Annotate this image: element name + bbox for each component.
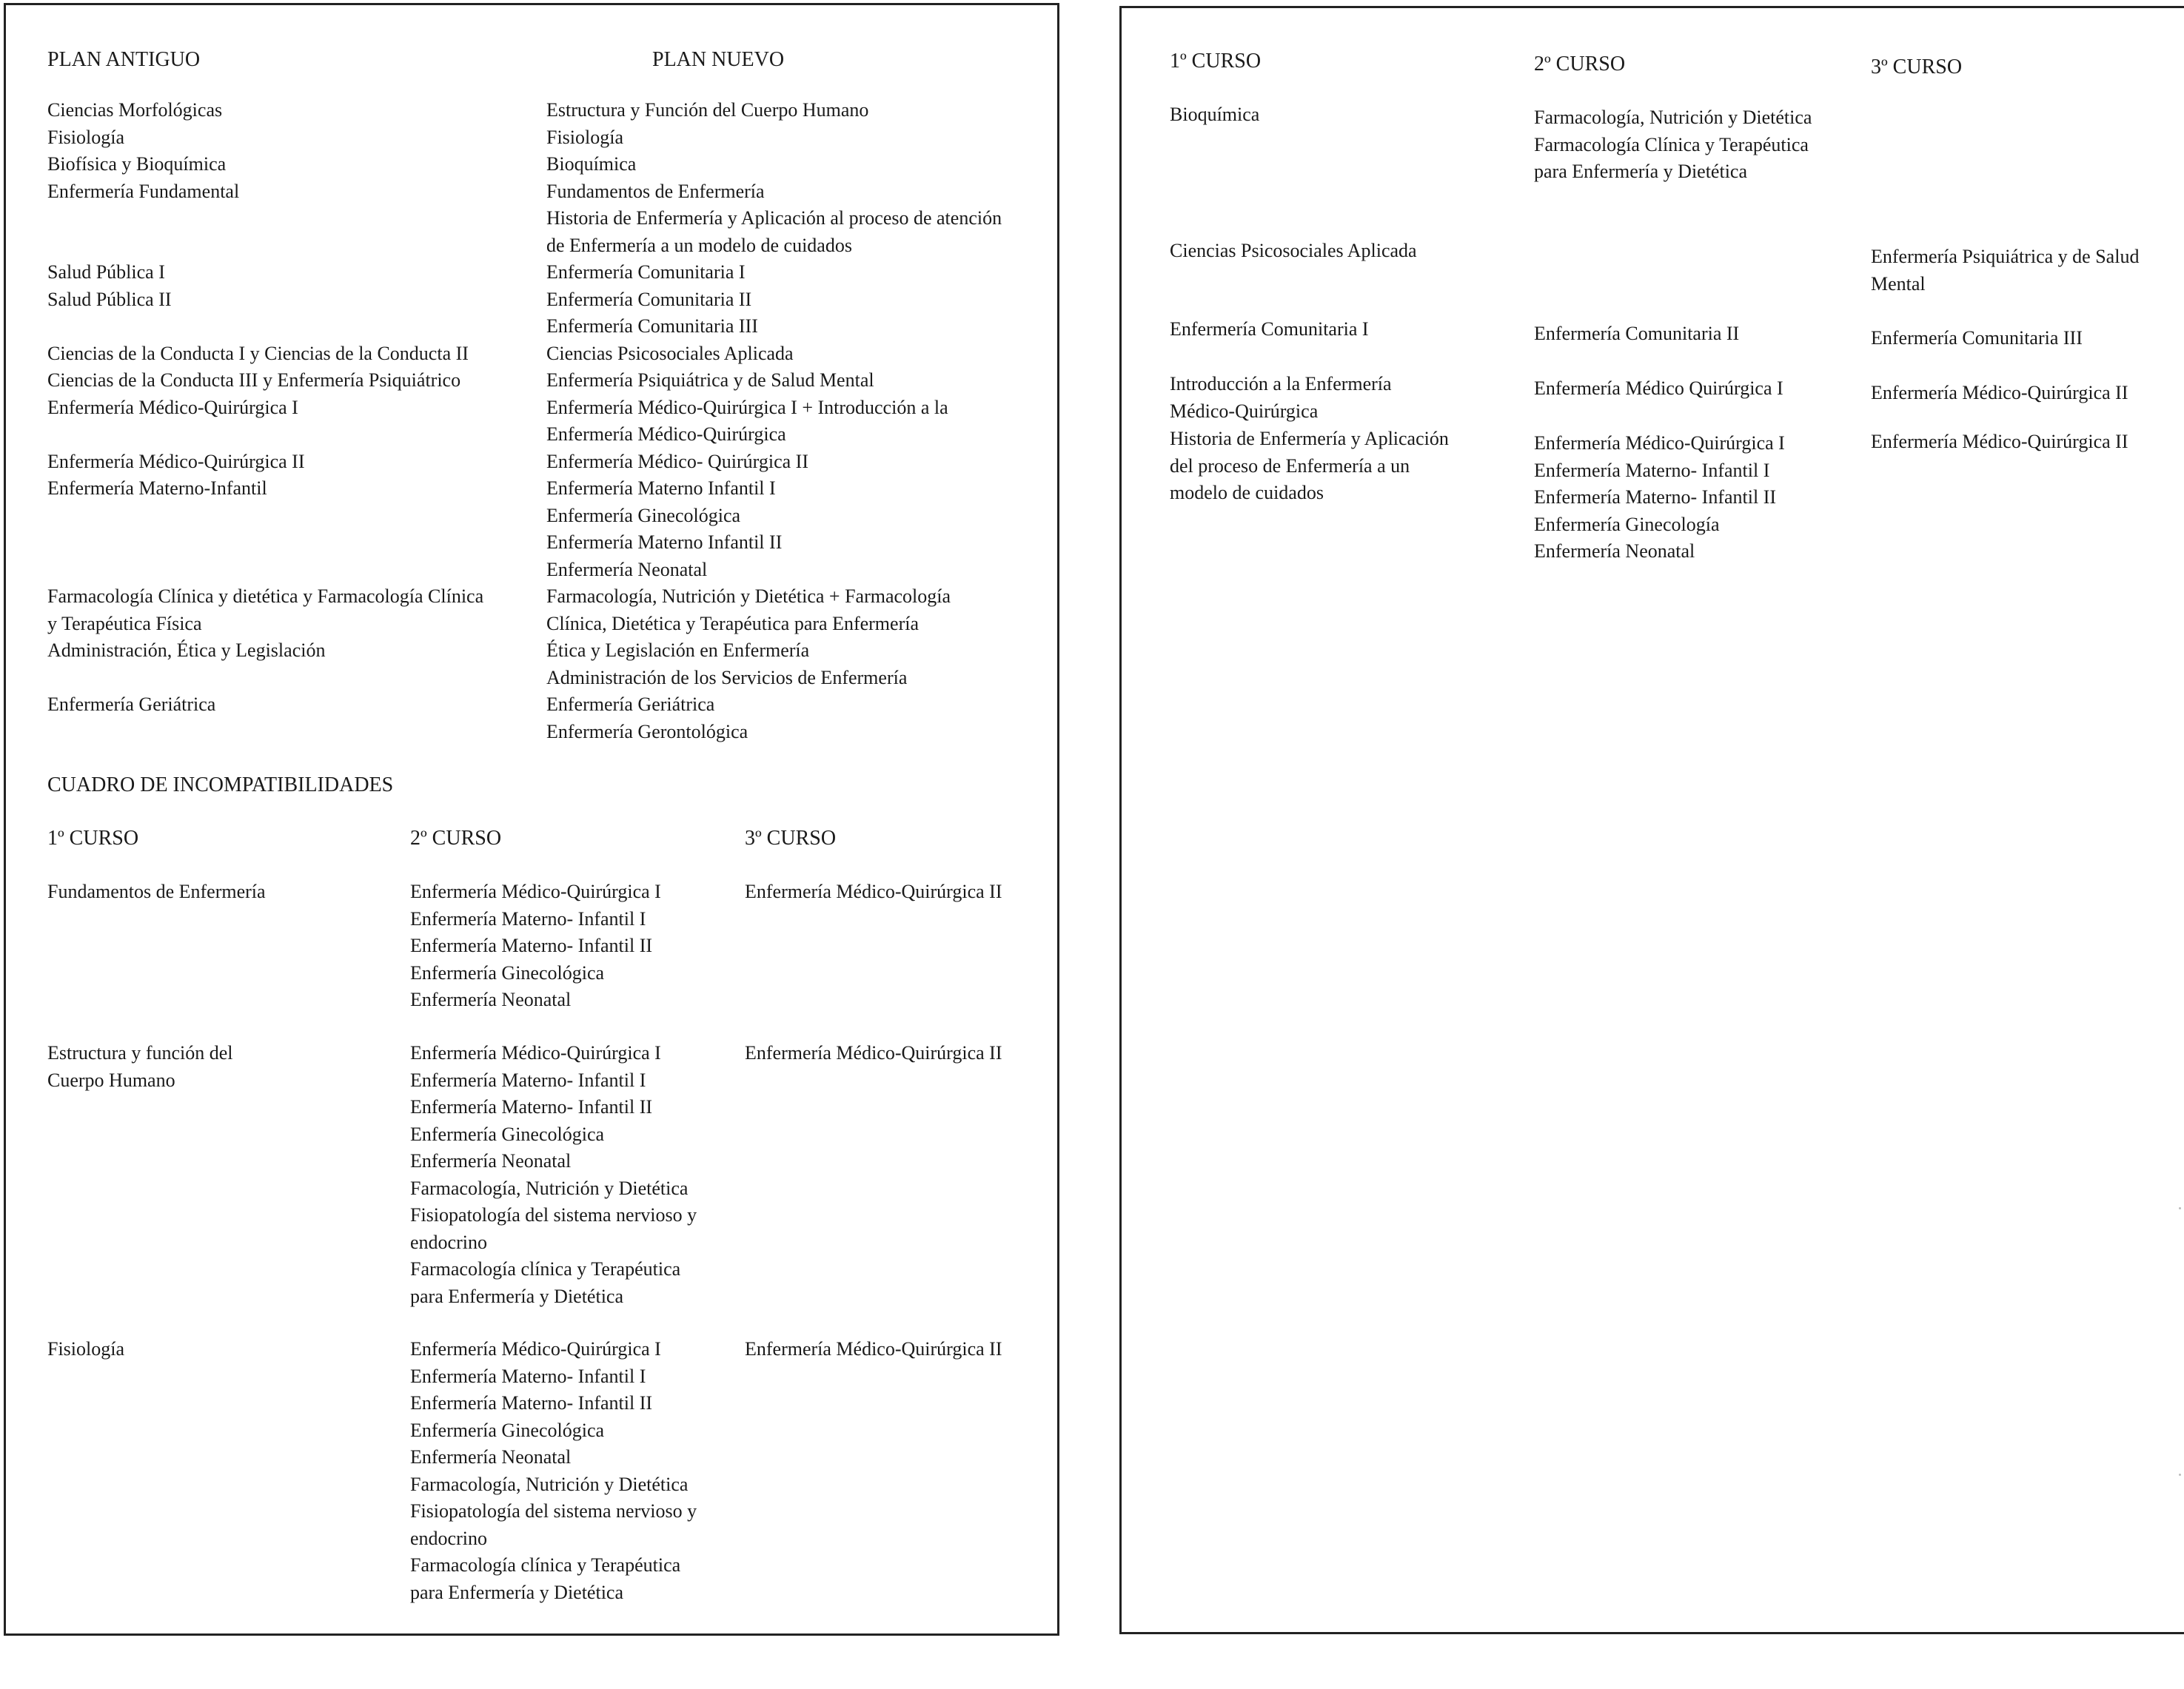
text-line: Enfermería Materno- Infantil II bbox=[410, 1096, 653, 1118]
incompat-cell-second bbox=[410, 1336, 736, 1606]
text-line: Enfermería Comunitaria I bbox=[1170, 318, 1369, 340]
text-line: Fisiopatología del sistema nervioso y bbox=[410, 1204, 697, 1226]
text-line: Fisiología bbox=[47, 126, 125, 148]
blank-line bbox=[47, 665, 536, 692]
text-line: Enfermería Médico-Quirúrgica II bbox=[47, 450, 305, 472]
text-line: endocrino bbox=[410, 1231, 487, 1253]
text-line: Enfermería Médico Quirúrgica I bbox=[1534, 377, 1783, 399]
text-line: Enfermería Médico-Quirúrgica II bbox=[745, 1042, 1002, 1064]
text-line: Ciencias Psicosociales Aplicada bbox=[546, 342, 794, 364]
text-line: Enfermería Comunitaria I bbox=[546, 261, 746, 283]
blank-line bbox=[47, 313, 536, 340]
incompat-cell-first bbox=[1170, 101, 1495, 129]
incompat-cell-third bbox=[745, 1040, 1041, 1067]
text-line: Enfermería Médico-Quirúrgica bbox=[546, 423, 786, 445]
text-line: Historia de Enfermería y Aplicación bbox=[1170, 428, 1449, 449]
text-line: Enfermería Médico-Quirúrgica I bbox=[410, 1338, 661, 1360]
incompat-cell-second bbox=[410, 879, 736, 1014]
old-plan-list bbox=[47, 97, 536, 719]
text-line: Salud Pública II bbox=[47, 288, 172, 310]
incompat-cell-first bbox=[1170, 316, 1495, 343]
blank-line bbox=[47, 503, 536, 530]
text-line: Enfermería Neonatal bbox=[410, 1446, 572, 1468]
text-line: Enfermería Comunitaria II bbox=[546, 288, 752, 310]
text-line: Fundamentos de Enfermería bbox=[47, 881, 266, 902]
incompat-cell-third bbox=[1871, 380, 2174, 407]
text-line: Enfermería Neonatal bbox=[410, 1150, 572, 1172]
incompat-cell-first bbox=[47, 1040, 395, 1094]
text-line: Enfermería Psiquiátrica y de Salud Mental bbox=[546, 369, 874, 391]
text-line: Farmacología clínica y Terapéutica bbox=[410, 1554, 681, 1576]
text-line: Enfermería Geriátrica bbox=[546, 694, 715, 715]
text-line: Enfermería Médico-Quirúrgica I bbox=[47, 396, 298, 418]
text-line: Salud Pública I bbox=[47, 261, 165, 283]
text-line: Estructura y función del bbox=[47, 1042, 233, 1064]
incompat-cell-second bbox=[1534, 320, 1852, 348]
course-2-header: 2º CURSO bbox=[1534, 53, 1626, 75]
text-line: Bioquímica bbox=[1170, 104, 1260, 125]
text-line: para Enfermería y Dietética bbox=[410, 1581, 623, 1603]
text-line: Mental bbox=[1871, 272, 1926, 295]
text-line: Cuerpo Humano bbox=[47, 1069, 175, 1091]
text-line: Enfermería Médico-Quirúrgica I + Introducción a la bbox=[546, 396, 948, 418]
incompat-cell-third bbox=[1871, 429, 2174, 456]
text-line: para Enfermería y Dietética bbox=[1534, 161, 1747, 182]
scan-speck bbox=[2179, 1207, 2181, 1209]
text-line: Enfermería Médico-Quirúrgica I bbox=[410, 881, 661, 902]
text-line: Enfermería Ginecología bbox=[1534, 513, 1720, 535]
course-3-header: 3º CURSO bbox=[745, 827, 837, 850]
left-page bbox=[4, 3, 1059, 1636]
text-line: Enfermería Ginecológica bbox=[546, 504, 741, 526]
text-line: Médico-Quirúrgica bbox=[1170, 400, 1319, 422]
text-line: endocrino bbox=[410, 1527, 487, 1549]
text-line: Administración, Ética y Legislación bbox=[47, 639, 326, 661]
text-line: Enfermería Médico-Quirúrgica II bbox=[1871, 431, 2128, 452]
incompat-cell-first bbox=[1170, 371, 1495, 425]
text-line: Enfermería Psiquiátrica y de Salud bbox=[1871, 246, 2140, 267]
new-plan-header: PLAN NUEVO bbox=[652, 48, 785, 71]
text-line: Farmacología Clínica y Terapéutica bbox=[1534, 133, 1809, 155]
text-line: Farmacología, Nutrición y Dietética + Farmacología bbox=[546, 585, 951, 607]
incompat-cell-second bbox=[1534, 375, 1852, 403]
text-line: Ciencias Morfológicas bbox=[47, 99, 223, 121]
incompat-cell-third bbox=[1871, 244, 2174, 298]
text-line: Enfermería Geriátrica bbox=[47, 694, 216, 715]
text-line: Enfermería Materno-Infantil bbox=[47, 477, 267, 499]
text-line: Enfermería Materno- Infantil I bbox=[1534, 459, 1770, 481]
text-line: Ciencias de la Conducta III y Enfermería Psiquiátrico bbox=[47, 369, 461, 391]
text-line: Bioquímica bbox=[546, 153, 637, 175]
text-line: Enfermería Neonatal bbox=[410, 989, 572, 1010]
text-line: Enfermería Neonatal bbox=[546, 558, 708, 580]
incompat-cell-third bbox=[1871, 325, 2174, 352]
text-line: Ética y Legislación en Enfermería bbox=[546, 639, 810, 661]
old-plan-header: PLAN ANTIGUO bbox=[47, 48, 201, 71]
scan-speck bbox=[2179, 1474, 2181, 1476]
text-line: Enfermería Médico-Quirúrgica I bbox=[410, 1042, 661, 1064]
text-line: Enfermería Ginecológica bbox=[410, 961, 605, 984]
text-line: Ciencias Psicosociales Aplicada bbox=[1170, 240, 1417, 261]
text-line: para Enfermería y Dietética bbox=[410, 1285, 623, 1307]
text-line: Fundamentos de Enfermería bbox=[546, 180, 765, 202]
incompat-cell-third bbox=[745, 1336, 1041, 1363]
incompatibilities-title: CUADRO DE INCOMPATIBILIDADES bbox=[47, 773, 394, 796]
text-line: Clínica, Dietética y Terapéutica para Enfermería bbox=[546, 612, 919, 634]
text-line: Farmacología, Nutrición y Dietética bbox=[1534, 107, 1812, 128]
text-line: Enfermería Materno- Infantil II bbox=[410, 1392, 653, 1414]
text-line: Enfermería Gerontológica bbox=[546, 720, 748, 742]
blank-line bbox=[47, 529, 536, 557]
text-line: Farmacología Clínica y dietética y Farmacología Clínica bbox=[47, 585, 484, 607]
course-1-header: 1º CURSO bbox=[1170, 50, 1262, 73]
text-line: Farmacología clínica y Terapéutica bbox=[410, 1258, 681, 1280]
text-line: de Enfermería a un modelo de cuidados bbox=[546, 234, 852, 256]
incompat-cell-first bbox=[47, 1336, 395, 1363]
text-line: Enfermería Comunitaria II bbox=[1534, 323, 1740, 344]
incompat-cell-first bbox=[1170, 426, 1495, 507]
text-line: Enfermería Comunitaria III bbox=[546, 315, 758, 337]
text-line: del proceso de Enfermería a un bbox=[1170, 454, 1410, 477]
text-line: Biofísica y Bioquímica bbox=[47, 153, 227, 175]
text-line: Ciencias de la Conducta I y Ciencias de la Conducta II bbox=[47, 342, 469, 364]
text-line: Fisiología bbox=[546, 126, 624, 148]
course-1-header: 1º CURSO bbox=[47, 827, 139, 850]
text-line: Enfermería Materno Infantil II bbox=[546, 531, 783, 553]
text-line: Enfermería Médico-Quirúrgica II bbox=[1871, 382, 2128, 403]
blank-line bbox=[47, 557, 536, 584]
text-line: y Terapéutica Física bbox=[47, 612, 202, 634]
text-line: Enfermería Médico-Quirúrgica I bbox=[1534, 432, 1785, 454]
text-line: Enfermería Materno- Infantil I bbox=[410, 907, 646, 930]
incompat-cell-second bbox=[1534, 104, 1852, 186]
incompat-cell-second bbox=[410, 1040, 736, 1310]
blank-line bbox=[47, 205, 536, 232]
new-plan-list bbox=[546, 97, 1041, 745]
text-line: Enfermería Médico-Quirúrgica II bbox=[745, 881, 1002, 902]
text-line: Fisiopatología del sistema nervioso y bbox=[410, 1500, 697, 1522]
text-line: Enfermería Comunitaria III bbox=[1871, 327, 2083, 349]
incompat-cell-third bbox=[745, 879, 1041, 906]
text-line: Fisiología bbox=[47, 1338, 125, 1360]
text-line: modelo de cuidados bbox=[1170, 482, 1324, 503]
text-line: Estructura y Función del Cuerpo Humano bbox=[546, 99, 869, 121]
text-line: Enfermería Médico-Quirúrgica II bbox=[745, 1338, 1002, 1360]
course-3-header: 3º CURSO bbox=[1871, 56, 1963, 78]
course-2-header: 2º CURSO bbox=[410, 827, 502, 850]
text-line: Enfermería Materno- Infantil II bbox=[1534, 486, 1777, 508]
text-line: Farmacología, Nutrición y Dietética bbox=[410, 1177, 689, 1199]
text-line: Historia de Enfermería y Aplicación al proceso de atención bbox=[546, 207, 1002, 229]
incompat-cell-first bbox=[47, 879, 395, 906]
blank-line bbox=[47, 232, 536, 260]
text-line: Enfermería Materno Infantil I bbox=[546, 477, 776, 499]
text-line: Enfermería Ginecológica bbox=[410, 1419, 605, 1441]
text-line: Enfermería Ginecológica bbox=[410, 1123, 605, 1145]
text-line: Enfermería Materno- Infantil II bbox=[410, 935, 653, 956]
incompat-cell-first bbox=[1170, 238, 1495, 265]
text-line: Administración de los Servicios de Enfermería bbox=[546, 666, 908, 688]
text-line: Enfermería Neonatal bbox=[1534, 540, 1695, 562]
text-line: Enfermería Materno- Infantil I bbox=[410, 1365, 646, 1387]
right-page bbox=[1119, 6, 2184, 1634]
text-line: Enfermería Materno- Infantil I bbox=[410, 1069, 646, 1091]
text-line: Farmacología, Nutrición y Dietética bbox=[410, 1473, 689, 1495]
blank-line bbox=[47, 421, 536, 449]
text-line: Introducción a la Enfermería bbox=[1170, 373, 1392, 394]
text-line: Enfermería Médico- Quirúrgica II bbox=[546, 450, 808, 472]
incompat-cell-second bbox=[1534, 430, 1852, 565]
text-line: Enfermería Fundamental bbox=[47, 180, 240, 202]
